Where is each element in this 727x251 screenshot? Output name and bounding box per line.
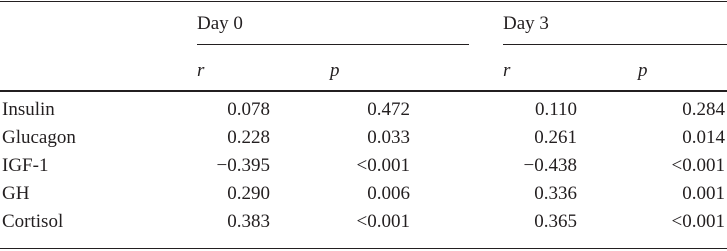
header-bottom-rule <box>0 90 727 92</box>
row-label: Insulin <box>2 99 55 120</box>
cell-day3-p: 0.001 <box>682 183 725 204</box>
cell-day0-p: <0.001 <box>356 155 410 176</box>
group-header-day0: Day 0 <box>197 13 243 34</box>
cell-day0-r: 0.078 <box>227 99 270 120</box>
subheader-day3-p: p <box>638 60 648 81</box>
table-top-rule <box>0 1 727 2</box>
row-label: Cortisol <box>2 211 64 232</box>
table-bottom-rule <box>0 248 727 249</box>
cell-day0-r: −0.395 <box>216 155 270 176</box>
cell-day3-r: 0.110 <box>534 99 577 120</box>
cell-day3-p: <0.001 <box>671 211 725 232</box>
cell-day3-p: 0.284 <box>682 99 725 120</box>
cell-day3-r: 0.261 <box>534 127 577 148</box>
group-rule-day0 <box>197 44 469 45</box>
cell-day0-r: 0.228 <box>227 127 270 148</box>
group-rule-day3 <box>503 44 727 45</box>
cell-day0-p: 0.006 <box>367 183 410 204</box>
row-label: IGF-1 <box>2 155 49 176</box>
cell-day0-p: <0.001 <box>356 211 410 232</box>
cell-day3-r: −0.438 <box>523 155 577 176</box>
row-label: GH <box>2 183 30 204</box>
cell-day0-r: 0.290 <box>227 183 270 204</box>
subheader-day3-r: r <box>503 60 511 81</box>
cell-day3-p: 0.014 <box>682 127 725 148</box>
subheader-day0-p: p <box>330 60 340 81</box>
cell-day3-r: 0.336 <box>534 183 577 204</box>
row-label: Glucagon <box>2 127 76 148</box>
subheader-day0-r: r <box>197 60 205 81</box>
cell-day3-p: <0.001 <box>671 155 725 176</box>
group-header-day3: Day 3 <box>503 13 549 34</box>
cell-day0-r: 0.383 <box>227 211 270 232</box>
cell-day0-p: 0.033 <box>367 127 410 148</box>
cell-day0-p: 0.472 <box>367 99 410 120</box>
cell-day3-r: 0.365 <box>534 211 577 232</box>
